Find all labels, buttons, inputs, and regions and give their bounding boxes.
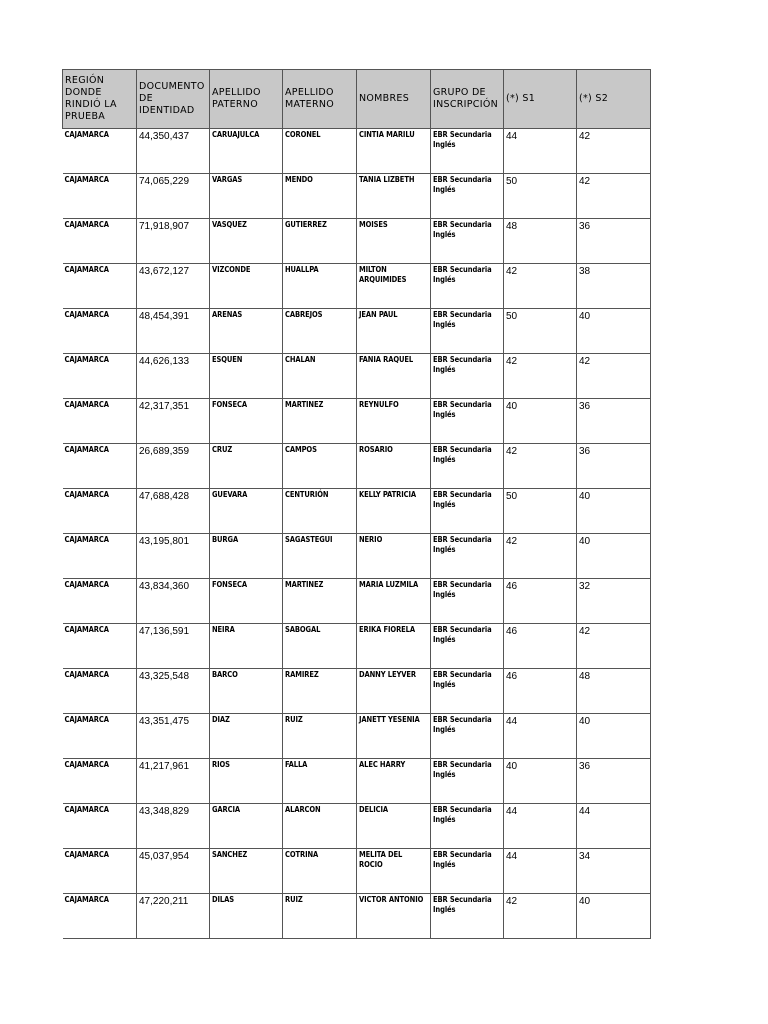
cell-apellido-materno: CAMPOS bbox=[283, 444, 357, 489]
cell-grupo: EBR Secundaria Inglés bbox=[431, 534, 504, 579]
cell-apellido-materno: RAMIREZ bbox=[283, 669, 357, 714]
header-documento: DOCUMENTO DE IDENTIDAD bbox=[137, 70, 210, 129]
cell-apellido-paterno: GARCIA bbox=[210, 804, 283, 849]
cell-s2: 40 bbox=[577, 489, 651, 534]
header-row bbox=[63, 70, 651, 129]
cell-s2: 42 bbox=[577, 624, 651, 669]
cell-apellido-paterno: DIAZ bbox=[210, 714, 283, 759]
cell-grupo: EBR Secundaria Inglés bbox=[431, 309, 504, 354]
cell-s1: 42 bbox=[504, 354, 577, 399]
cell-documento: 44,350,437 bbox=[137, 129, 210, 174]
cell-apellido-paterno: GUEVARA bbox=[210, 489, 283, 534]
table-row bbox=[63, 714, 651, 759]
cell-apellido-paterno: FONSECA bbox=[210, 399, 283, 444]
cell-apellido-paterno: BURGA bbox=[210, 534, 283, 579]
cell-nombres: MELITA DEL ROCIO bbox=[357, 849, 431, 894]
cell-nombres: JANETT YESENIA bbox=[357, 714, 431, 759]
header-s1: (*) S1 bbox=[504, 70, 577, 129]
cell-grupo: EBR Secundaria Inglés bbox=[431, 804, 504, 849]
table-row bbox=[63, 894, 651, 939]
cell-region: CAJAMARCA bbox=[63, 534, 137, 579]
cell-apellido-paterno: BARCO bbox=[210, 669, 283, 714]
table-row bbox=[63, 219, 651, 264]
cell-grupo: EBR Secundaria Inglés bbox=[431, 354, 504, 399]
cell-region: CAJAMARCA bbox=[63, 669, 137, 714]
cell-apellido-paterno: CARUAJULCA bbox=[210, 129, 283, 174]
cell-nombres: TANIA LIZBETH bbox=[357, 174, 431, 219]
table-row bbox=[63, 759, 651, 804]
header-nombres: NOMBRES bbox=[357, 70, 431, 129]
cell-grupo: EBR Secundaria Inglés bbox=[431, 264, 504, 309]
table-row bbox=[63, 174, 651, 219]
cell-documento: 43,195,801 bbox=[137, 534, 210, 579]
table-row bbox=[63, 804, 651, 849]
cell-documento: 43,834,360 bbox=[137, 579, 210, 624]
cell-grupo: EBR Secundaria Inglés bbox=[431, 669, 504, 714]
cell-region: CAJAMARCA bbox=[63, 759, 137, 804]
cell-region: CAJAMARCA bbox=[63, 714, 137, 759]
results-table bbox=[62, 69, 651, 939]
cell-apellido-paterno: VIZCONDE bbox=[210, 264, 283, 309]
cell-s2: 38 bbox=[577, 264, 651, 309]
cell-documento: 43,351,475 bbox=[137, 714, 210, 759]
cell-s2: 40 bbox=[577, 894, 651, 939]
cell-s2: 40 bbox=[577, 534, 651, 579]
cell-s1: 50 bbox=[504, 174, 577, 219]
cell-s1: 44 bbox=[504, 849, 577, 894]
table-body bbox=[63, 129, 651, 939]
cell-region: CAJAMARCA bbox=[63, 624, 137, 669]
table-row bbox=[63, 489, 651, 534]
cell-nombres: MARIA LUZMILA bbox=[357, 579, 431, 624]
cell-nombres: JEAN PAUL bbox=[357, 309, 431, 354]
cell-s2: 36 bbox=[577, 219, 651, 264]
cell-s1: 44 bbox=[504, 129, 577, 174]
cell-s1: 40 bbox=[504, 759, 577, 804]
cell-documento: 42,317,351 bbox=[137, 399, 210, 444]
cell-region: CAJAMARCA bbox=[63, 309, 137, 354]
cell-s1: 42 bbox=[504, 894, 577, 939]
cell-s2: 42 bbox=[577, 129, 651, 174]
cell-grupo: EBR Secundaria Inglés bbox=[431, 444, 504, 489]
cell-apellido-paterno: SANCHEZ bbox=[210, 849, 283, 894]
cell-grupo: EBR Secundaria Inglés bbox=[431, 849, 504, 894]
cell-nombres: FANIA RAQUEL bbox=[357, 354, 431, 399]
cell-apellido-materno: MARTINEZ bbox=[283, 579, 357, 624]
cell-apellido-materno: RUIZ bbox=[283, 714, 357, 759]
cell-s1: 46 bbox=[504, 669, 577, 714]
cell-nombres: MOISES bbox=[357, 219, 431, 264]
cell-apellido-materno: CABREJOS bbox=[283, 309, 357, 354]
cell-apellido-materno: RUIZ bbox=[283, 894, 357, 939]
cell-apellido-materno: MARTINEZ bbox=[283, 399, 357, 444]
cell-apellido-materno: CORONEL bbox=[283, 129, 357, 174]
table-row bbox=[63, 354, 651, 399]
cell-region: CAJAMARCA bbox=[63, 129, 137, 174]
cell-s2: 34 bbox=[577, 849, 651, 894]
cell-s1: 42 bbox=[504, 444, 577, 489]
cell-grupo: EBR Secundaria Inglés bbox=[431, 714, 504, 759]
table-row bbox=[63, 669, 651, 714]
cell-apellido-paterno: ARENAS bbox=[210, 309, 283, 354]
cell-apellido-materno: GUTIERREZ bbox=[283, 219, 357, 264]
header-grupo: GRUPO DE INSCRIPCIÓN bbox=[431, 70, 504, 129]
header-s2: (*) S2 bbox=[577, 70, 651, 129]
cell-s2: 36 bbox=[577, 759, 651, 804]
cell-region: CAJAMARCA bbox=[63, 264, 137, 309]
cell-documento: 26,689,359 bbox=[137, 444, 210, 489]
cell-nombres: REYNULFO bbox=[357, 399, 431, 444]
cell-s1: 46 bbox=[504, 579, 577, 624]
cell-documento: 47,688,428 bbox=[137, 489, 210, 534]
cell-s1: 44 bbox=[504, 714, 577, 759]
cell-s2: 48 bbox=[577, 669, 651, 714]
cell-grupo: EBR Secundaria Inglés bbox=[431, 399, 504, 444]
cell-nombres: DANNY LEYVER bbox=[357, 669, 431, 714]
table-row bbox=[63, 129, 651, 174]
cell-s1: 42 bbox=[504, 534, 577, 579]
cell-s1: 50 bbox=[504, 309, 577, 354]
cell-nombres: ERIKA FIORELA bbox=[357, 624, 431, 669]
table-row bbox=[63, 579, 651, 624]
cell-s1: 40 bbox=[504, 399, 577, 444]
cell-region: CAJAMARCA bbox=[63, 354, 137, 399]
table-row bbox=[63, 309, 651, 354]
cell-nombres: MILTON ARQUIMIDES bbox=[357, 264, 431, 309]
cell-documento: 41,217,961 bbox=[137, 759, 210, 804]
cell-documento: 44,626,133 bbox=[137, 354, 210, 399]
cell-s1: 46 bbox=[504, 624, 577, 669]
cell-s1: 48 bbox=[504, 219, 577, 264]
cell-nombres: ROSARIO bbox=[357, 444, 431, 489]
cell-nombres: VICTOR ANTONIO bbox=[357, 894, 431, 939]
cell-s2: 42 bbox=[577, 174, 651, 219]
cell-region: CAJAMARCA bbox=[63, 444, 137, 489]
cell-apellido-materno: HUALLPA bbox=[283, 264, 357, 309]
cell-s2: 44 bbox=[577, 804, 651, 849]
cell-region: CAJAMARCA bbox=[63, 489, 137, 534]
cell-apellido-materno: ALARCON bbox=[283, 804, 357, 849]
cell-nombres: CINTIA MARILU bbox=[357, 129, 431, 174]
cell-nombres: DELICIA bbox=[357, 804, 431, 849]
table-row bbox=[63, 624, 651, 669]
cell-region: CAJAMARCA bbox=[63, 894, 137, 939]
cell-apellido-paterno: RIOS bbox=[210, 759, 283, 804]
cell-s1: 50 bbox=[504, 489, 577, 534]
cell-grupo: EBR Secundaria Inglés bbox=[431, 759, 504, 804]
cell-nombres: KELLY PATRICIA bbox=[357, 489, 431, 534]
cell-documento: 47,220,211 bbox=[137, 894, 210, 939]
cell-region: CAJAMARCA bbox=[63, 849, 137, 894]
cell-apellido-paterno: ESQUEN bbox=[210, 354, 283, 399]
table-row bbox=[63, 444, 651, 489]
cell-region: CAJAMARCA bbox=[63, 804, 137, 849]
cell-region: CAJAMARCA bbox=[63, 219, 137, 264]
cell-grupo: EBR Secundaria Inglés bbox=[431, 174, 504, 219]
cell-grupo: EBR Secundaria Inglés bbox=[431, 129, 504, 174]
cell-nombres: NERIO bbox=[357, 534, 431, 579]
cell-grupo: EBR Secundaria Inglés bbox=[431, 894, 504, 939]
cell-apellido-paterno: VASQUEZ bbox=[210, 219, 283, 264]
cell-s2: 32 bbox=[577, 579, 651, 624]
cell-s1: 44 bbox=[504, 804, 577, 849]
cell-documento: 43,348,829 bbox=[137, 804, 210, 849]
table-row bbox=[63, 849, 651, 894]
cell-s2: 36 bbox=[577, 399, 651, 444]
cell-s2: 36 bbox=[577, 444, 651, 489]
cell-apellido-materno: CHALAN bbox=[283, 354, 357, 399]
cell-grupo: EBR Secundaria Inglés bbox=[431, 489, 504, 534]
cell-apellido-paterno: CRUZ bbox=[210, 444, 283, 489]
header-apellido-materno: APELLIDO MATERNO bbox=[283, 70, 357, 129]
cell-documento: 45,037,954 bbox=[137, 849, 210, 894]
cell-apellido-materno: SABOGAL bbox=[283, 624, 357, 669]
cell-apellido-materno: COTRINA bbox=[283, 849, 357, 894]
cell-documento: 47,136,591 bbox=[137, 624, 210, 669]
header-apellido-paterno: APELLIDO PATERNO bbox=[210, 70, 283, 129]
cell-s2: 42 bbox=[577, 354, 651, 399]
cell-nombres: ALEC HARRY bbox=[357, 759, 431, 804]
cell-apellido-paterno: NEIRA bbox=[210, 624, 283, 669]
cell-apellido-materno: CENTURIÓN bbox=[283, 489, 357, 534]
cell-documento: 43,672,127 bbox=[137, 264, 210, 309]
cell-s1: 42 bbox=[504, 264, 577, 309]
cell-region: CAJAMARCA bbox=[63, 579, 137, 624]
cell-region: CAJAMARCA bbox=[63, 399, 137, 444]
cell-documento: 43,325,548 bbox=[137, 669, 210, 714]
cell-documento: 71,918,907 bbox=[137, 219, 210, 264]
cell-apellido-materno: MENDO bbox=[283, 174, 357, 219]
cell-apellido-paterno: VARGAS bbox=[210, 174, 283, 219]
cell-region: CAJAMARCA bbox=[63, 174, 137, 219]
header-region: REGIÓN DONDE RINDIÓ LA PRUEBA bbox=[63, 70, 137, 129]
cell-apellido-materno: SAGASTEGUI bbox=[283, 534, 357, 579]
cell-grupo: EBR Secundaria Inglés bbox=[431, 624, 504, 669]
cell-documento: 48,454,391 bbox=[137, 309, 210, 354]
table-row bbox=[63, 264, 651, 309]
cell-documento: 74,065,229 bbox=[137, 174, 210, 219]
cell-grupo: EBR Secundaria Inglés bbox=[431, 219, 504, 264]
cell-s2: 40 bbox=[577, 309, 651, 354]
cell-apellido-paterno: DILAS bbox=[210, 894, 283, 939]
cell-apellido-materno: FALLA bbox=[283, 759, 357, 804]
cell-apellido-paterno: FONSECA bbox=[210, 579, 283, 624]
table-row bbox=[63, 399, 651, 444]
cell-s2: 40 bbox=[577, 714, 651, 759]
table-row bbox=[63, 534, 651, 579]
cell-grupo: EBR Secundaria Inglés bbox=[431, 579, 504, 624]
